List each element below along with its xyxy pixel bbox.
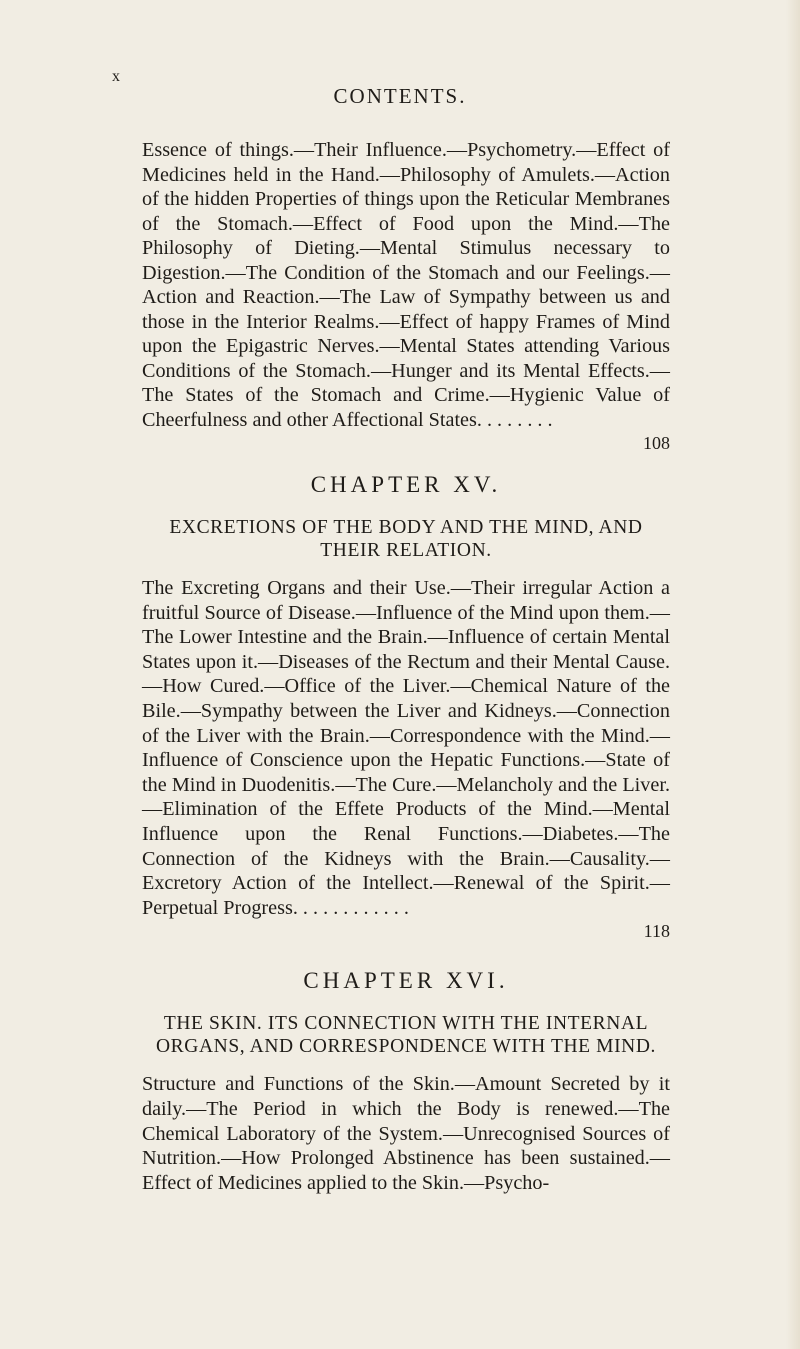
chapter-xv-entry [142, 472, 670, 942]
chapter-xiv-synopsis [142, 138, 670, 454]
chapter-title: THE SKIN. ITS CONNECTION WITH THE INTERNAL ORGANS, AND CORRESPONDENCE WITH THE MIND. [155, 1013, 657, 1058]
chapter-heading: CHAPTER XV. [310, 472, 502, 497]
chapter-xvi-entry [142, 968, 670, 1195]
synopsis-text: Essence of things.—Their Influence.—Psychometry.—Effect of Medicines held in the Hand.—Philosophy of Amulets.—Action of the hidden Properties of things upon the Reticular Membranes of the Stomach.—Effect of Food upon the Mind.—The Philosophy of Dieting.—Mental Stimulus necessary to Digestion.—The Condition of the Stomach and our Feelings.—Action and Reaction.—The Law of Sympathy between us and those in the Interior Realms.—Effect of happy Frames of Mind upon the Epigastric Nerves.—Mental States attending Various Conditions of the Stomach.—Hunger and its Mental Effects.—The States of the Stomach and Crime.—Hygienic Value of Cheerfulness and other Affectional States. . . . . . . . [142, 139, 670, 431]
folio-number: x [112, 68, 121, 85]
synopsis-text: The Excreting Organs and their Use.—Their irregular Action a fruitful Source of Disease.—Influence of the Mind upon them.—The Lower Intestine and the Brain.—Influence of certain Mental States upon it.—Diseases of the Rectum and their Mental Cause.—How Cured.—Office of the Liver.—Chemical Nature of the Bile.—Sympathy between the Liver and Kidneys.—Connection of the Liver with the Brain.—Correspondence with the Mind.—Influence of Conscience upon the Hepatic Functions.—State of the Mind in Duodenitis.—The Cure.—Melancholy and the Liver.—Elimination of the Effete Products of the Mind.—Mental Influence upon the Renal Functions.—Diabetes.—The Connection of the Kidneys with the Brain.—Causality.—Excretory Action of the Intellect.—Renewal of the Spirit.—Perpetual Progress. . . . . . . . . . . . [142, 577, 670, 919]
running-head: CONTENTS. [333, 84, 467, 108]
synopsis-text: Structure and Functions of the Skin.—Amount Secreted by it daily.—The Period in which the Body is renewed.—The Chemical Laboratory of the System.—Unrecognised Sources of Nutrition.—How Prolonged Abstinence has been sustained.—Effect of Medicines applied to the Skin.—Psycho- [142, 1073, 670, 1194]
chapter-title: EXCRETIONS OF THE BODY AND THE MIND, AND THEIR RELATION. [169, 517, 643, 561]
page-reference: 108 [643, 433, 670, 453]
page-reference: 118 [643, 921, 670, 942]
page-edge-shadow [786, 0, 800, 1349]
chapter-heading: CHAPTER XVI. [303, 968, 509, 994]
contents-body [142, 138, 670, 1195]
